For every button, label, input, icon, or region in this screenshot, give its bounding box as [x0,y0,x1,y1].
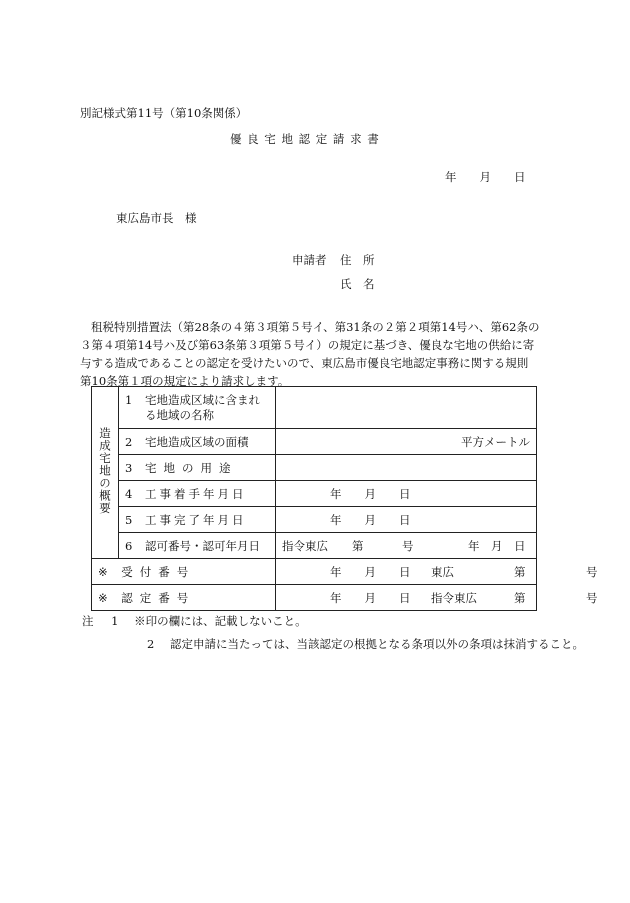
intro-line: 第10条第１項の規定により請求します。 [80,374,290,388]
item-label-line: る地域の名称 [145,407,214,422]
applicant-label: 申請者 [292,253,327,267]
item-cell [119,481,276,507]
approval-dai: 第 [514,590,526,605]
approval-office: 指令東広 [431,590,477,605]
item-label-line: 宅地造成区域に含まれ [145,392,260,407]
item-label: 宅地の用途 [145,460,238,475]
address-label: 住 所 [340,253,375,267]
item-number: 5 [125,512,133,527]
completion-date-field[interactable] [276,507,537,533]
region-name-field[interactable] [276,387,537,429]
receipt-field[interactable] [276,559,598,585]
table-row [92,387,537,429]
item-number: 1 [125,392,133,407]
item-label: 認可番号・認可年月日 [145,538,260,553]
note-number: 2 [147,637,155,651]
note-2 [82,633,584,656]
date-line: 年 月 日 [445,170,526,184]
mark-symbol: ※ [98,564,108,579]
permit-field[interactable] [276,533,537,559]
document-title: 優 良 宅 地 認 定 請 求 書 [230,132,380,146]
table-row [92,507,537,533]
application-table [91,386,598,611]
table-row [92,481,537,507]
note-text: 認定申請に当たっては、当該認定の根拠となる条項以外の条項は抹消すること。 [169,637,584,651]
permit-date: 年 月 日 [468,538,526,553]
item-label: 工事着手年月日 [145,486,247,501]
table-row [92,429,537,455]
addressee: 東広島市長 様 [116,211,197,225]
item-cell [119,429,276,455]
approval-date: 年 月 日 [330,590,411,605]
item-number: 6 [125,538,133,553]
name-label: 氏 名 [340,277,375,291]
approval-go: 号 [586,590,598,605]
item-number: 4 [125,486,133,501]
table-row [92,533,537,559]
area-unit: 平方メートル [461,434,530,449]
note-1 [82,610,584,633]
item-label: 宅地造成区域の面積 [145,434,249,449]
start-date-field[interactable] [276,481,537,507]
item-cell [119,507,276,533]
item-number: 2 [125,434,133,449]
receipt-office: 東広 [431,564,454,579]
permit-go: 号 [402,538,414,553]
receipt-date: 年 月 日 [330,564,411,579]
land-use-field[interactable] [276,455,537,481]
group-label: 造成宅地の概要 [98,427,112,515]
item-label: 工事完了年月日 [145,512,247,527]
intro-paragraph [80,318,550,390]
form-number: 別記様式第11号（第10条関係） [80,106,248,120]
intro-line: 与する造成であることの認定を受けたいので、東広島市優良宅地認定事務に関する規則 [80,356,529,370]
group-label-cell [92,387,119,559]
completion-date: 年 月 日 [330,512,411,527]
intro-line: ３第４項第14号ハ及び第63条第３項第５号イ）の規定に基づき、優良な宅地の供給に寄 [80,338,535,352]
table-row [92,585,537,611]
receipt-dai: 第 [514,564,526,579]
area-field[interactable] [276,429,537,455]
table-row [92,455,537,481]
permit-dai: 第 [352,538,364,553]
mark-symbol: ※ [98,590,108,605]
approval-field[interactable] [276,585,598,611]
item-label [145,393,260,423]
start-date: 年 月 日 [330,486,411,501]
receipt-go: 号 [586,564,598,579]
item-number: 3 [125,460,133,475]
item-cell [119,387,276,429]
intro-line: 租税特別措置法（第28条の４第３項第５号イ、第31条の２第２項第14号ハ、第62条の [91,320,540,334]
receipt-label-cell [92,559,276,585]
item-cell [119,455,276,481]
table-row [92,559,537,585]
permit-prefix: 指令東広 [282,538,328,553]
note-text: ※印の欄には、記載しないこと。 [134,614,307,628]
approval-label: 認定番号 [121,590,196,605]
note-prefix: 注 [82,614,94,628]
item-cell [119,533,276,559]
approval-label-cell [92,585,276,611]
receipt-label: 受付番号 [121,564,196,579]
notes [82,610,584,656]
note-number: 1 [111,614,119,628]
